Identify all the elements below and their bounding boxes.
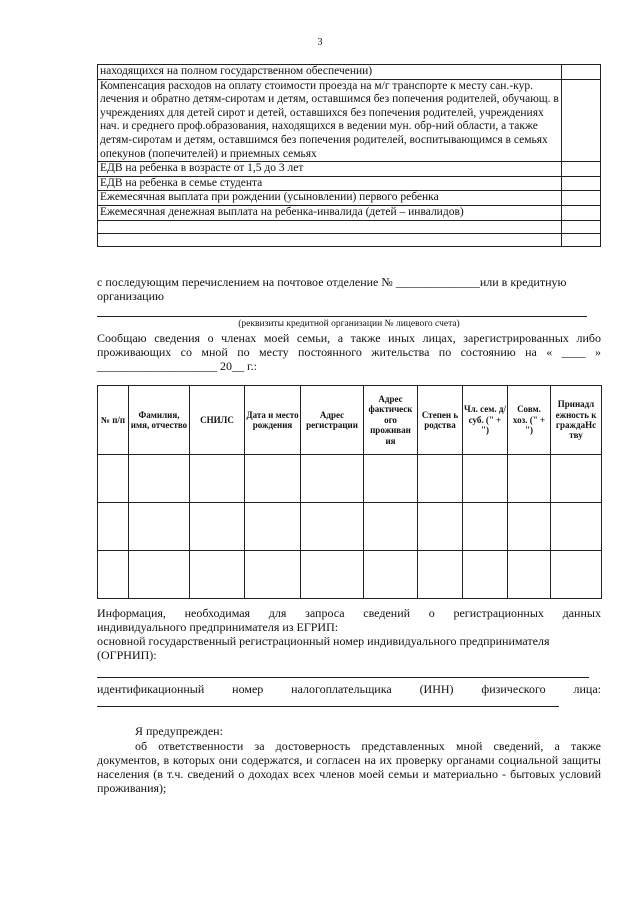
table-row [98,220,601,233]
benefit-text: находящихся на полном государственном обеспечении) [98,65,562,80]
bank-details-line[interactable] [97,316,587,317]
table-row [98,162,601,177]
egrip-info-line1: Информация, необходимая для запроса сведений о регистрационных данных [97,606,601,620]
warned-title: Я предупрежден: [135,724,223,738]
benefit-text: ЕДВ на ребенка в семье студента [98,176,562,191]
benefit-text: Ежемесячная выплата при рождении (усыновлении) первого ребенка [98,191,562,206]
benefits-table [97,64,601,247]
col-header-fullname: Фамилия, имя, отчество [129,386,190,455]
inn-line[interactable] [97,706,559,707]
page-number: 3 [317,37,323,48]
col-header-joint-household: Совм. хоз. (" + ") [508,386,551,455]
benefit-check-cell[interactable] [562,191,601,206]
col-header-citizenship: Принадл ежность к граждаНс тву [551,386,602,455]
family-members-table [97,385,602,599]
table-header-row [98,386,602,455]
egrip-info-line2: индивидуального предпринимателя из ЕГРИП: [97,620,339,634]
benefit-text: ЕДВ на ребенка в возрасте от 1,5 до 3 лет [98,162,562,177]
col-header-registration: Адрес регистрации [301,386,364,455]
table-row [98,65,601,80]
bank-details-note: (реквизиты кредитной организации № лицевого счета) [238,319,460,329]
benefit-text[interactable] [98,220,562,233]
benefit-check-cell[interactable] [562,162,601,177]
table-row [98,503,602,551]
table-row [98,176,601,191]
table-row [98,233,601,246]
inn-label: идентификационный номер налогоплательщика (ИНН) физического лица: [97,682,601,696]
benefit-check-cell[interactable] [562,205,601,220]
table-row [98,205,601,220]
family-info-text: Сообщаю сведения о членах моей семьи, а также иных лицах, зарегистрированных либо проживающих со мной по месту постоянного жительства по состоянию на « ____ » ____________________ 20__ г.: [97,331,601,373]
benefit-text[interactable] [98,233,562,246]
ogrnip-line[interactable] [97,677,589,678]
table-row [98,455,602,503]
benefit-check-cell[interactable] [562,233,601,246]
table-row [98,79,601,162]
table-row [98,551,602,599]
ogrnip-label: основной государственный регистрационный номер индивидуального предпринимателя (ОГРНИП): [97,634,550,662]
col-header-number: № п/п [98,386,129,455]
benefit-check-cell[interactable] [562,176,601,191]
transfer-text: с последующим перечислением на почтовое отделение № ______________или в кредитную организацию [97,275,567,303]
col-header-snils: СНИЛС [190,386,245,455]
benefit-check-cell[interactable] [562,220,601,233]
benefit-check-cell[interactable] [562,65,601,80]
col-header-family-member: Чл. сем. д/суб. (" + ") [463,386,508,455]
benefit-check-cell[interactable] [562,79,601,162]
benefit-text: Компенсация расходов на оплату стоимости проезда на м/г транспорте к месту сан.-кур. лечения и обратно детям-сиротам и детям, оставшимся без попечения родителей, обучающ. в учреждениях для детей сирот и детей, оставшихся без попечения родителей, учреждениях нач. и среднего проф.образования, находящихся в ведении мун. обр-ний области, а также детям-сиротам и детям, оставшимся без попечения родителей, воспитывающимся в семьях опекунов (попечителей) и приемных семьях [98,79,562,162]
table-row [98,191,601,206]
col-header-birth: Дата и место рождения [245,386,301,455]
benefit-text: Ежемесячная денежная выплата на ребенка-инвалида (детей – инвалидов) [98,205,562,220]
col-header-actual-address: Адрес фактическ ого проживан ия [364,386,418,455]
col-header-relation: Степен ь родства [418,386,463,455]
warned-text: об ответственности за достоверность представленных мной сведений, а также документов, в которых они содержатся, и согласен на их проверку органами социальной защиты населения (в т.ч. сведений о доходах всех членов моей семьи и материально - бытовых условий проживания); [97,739,601,795]
